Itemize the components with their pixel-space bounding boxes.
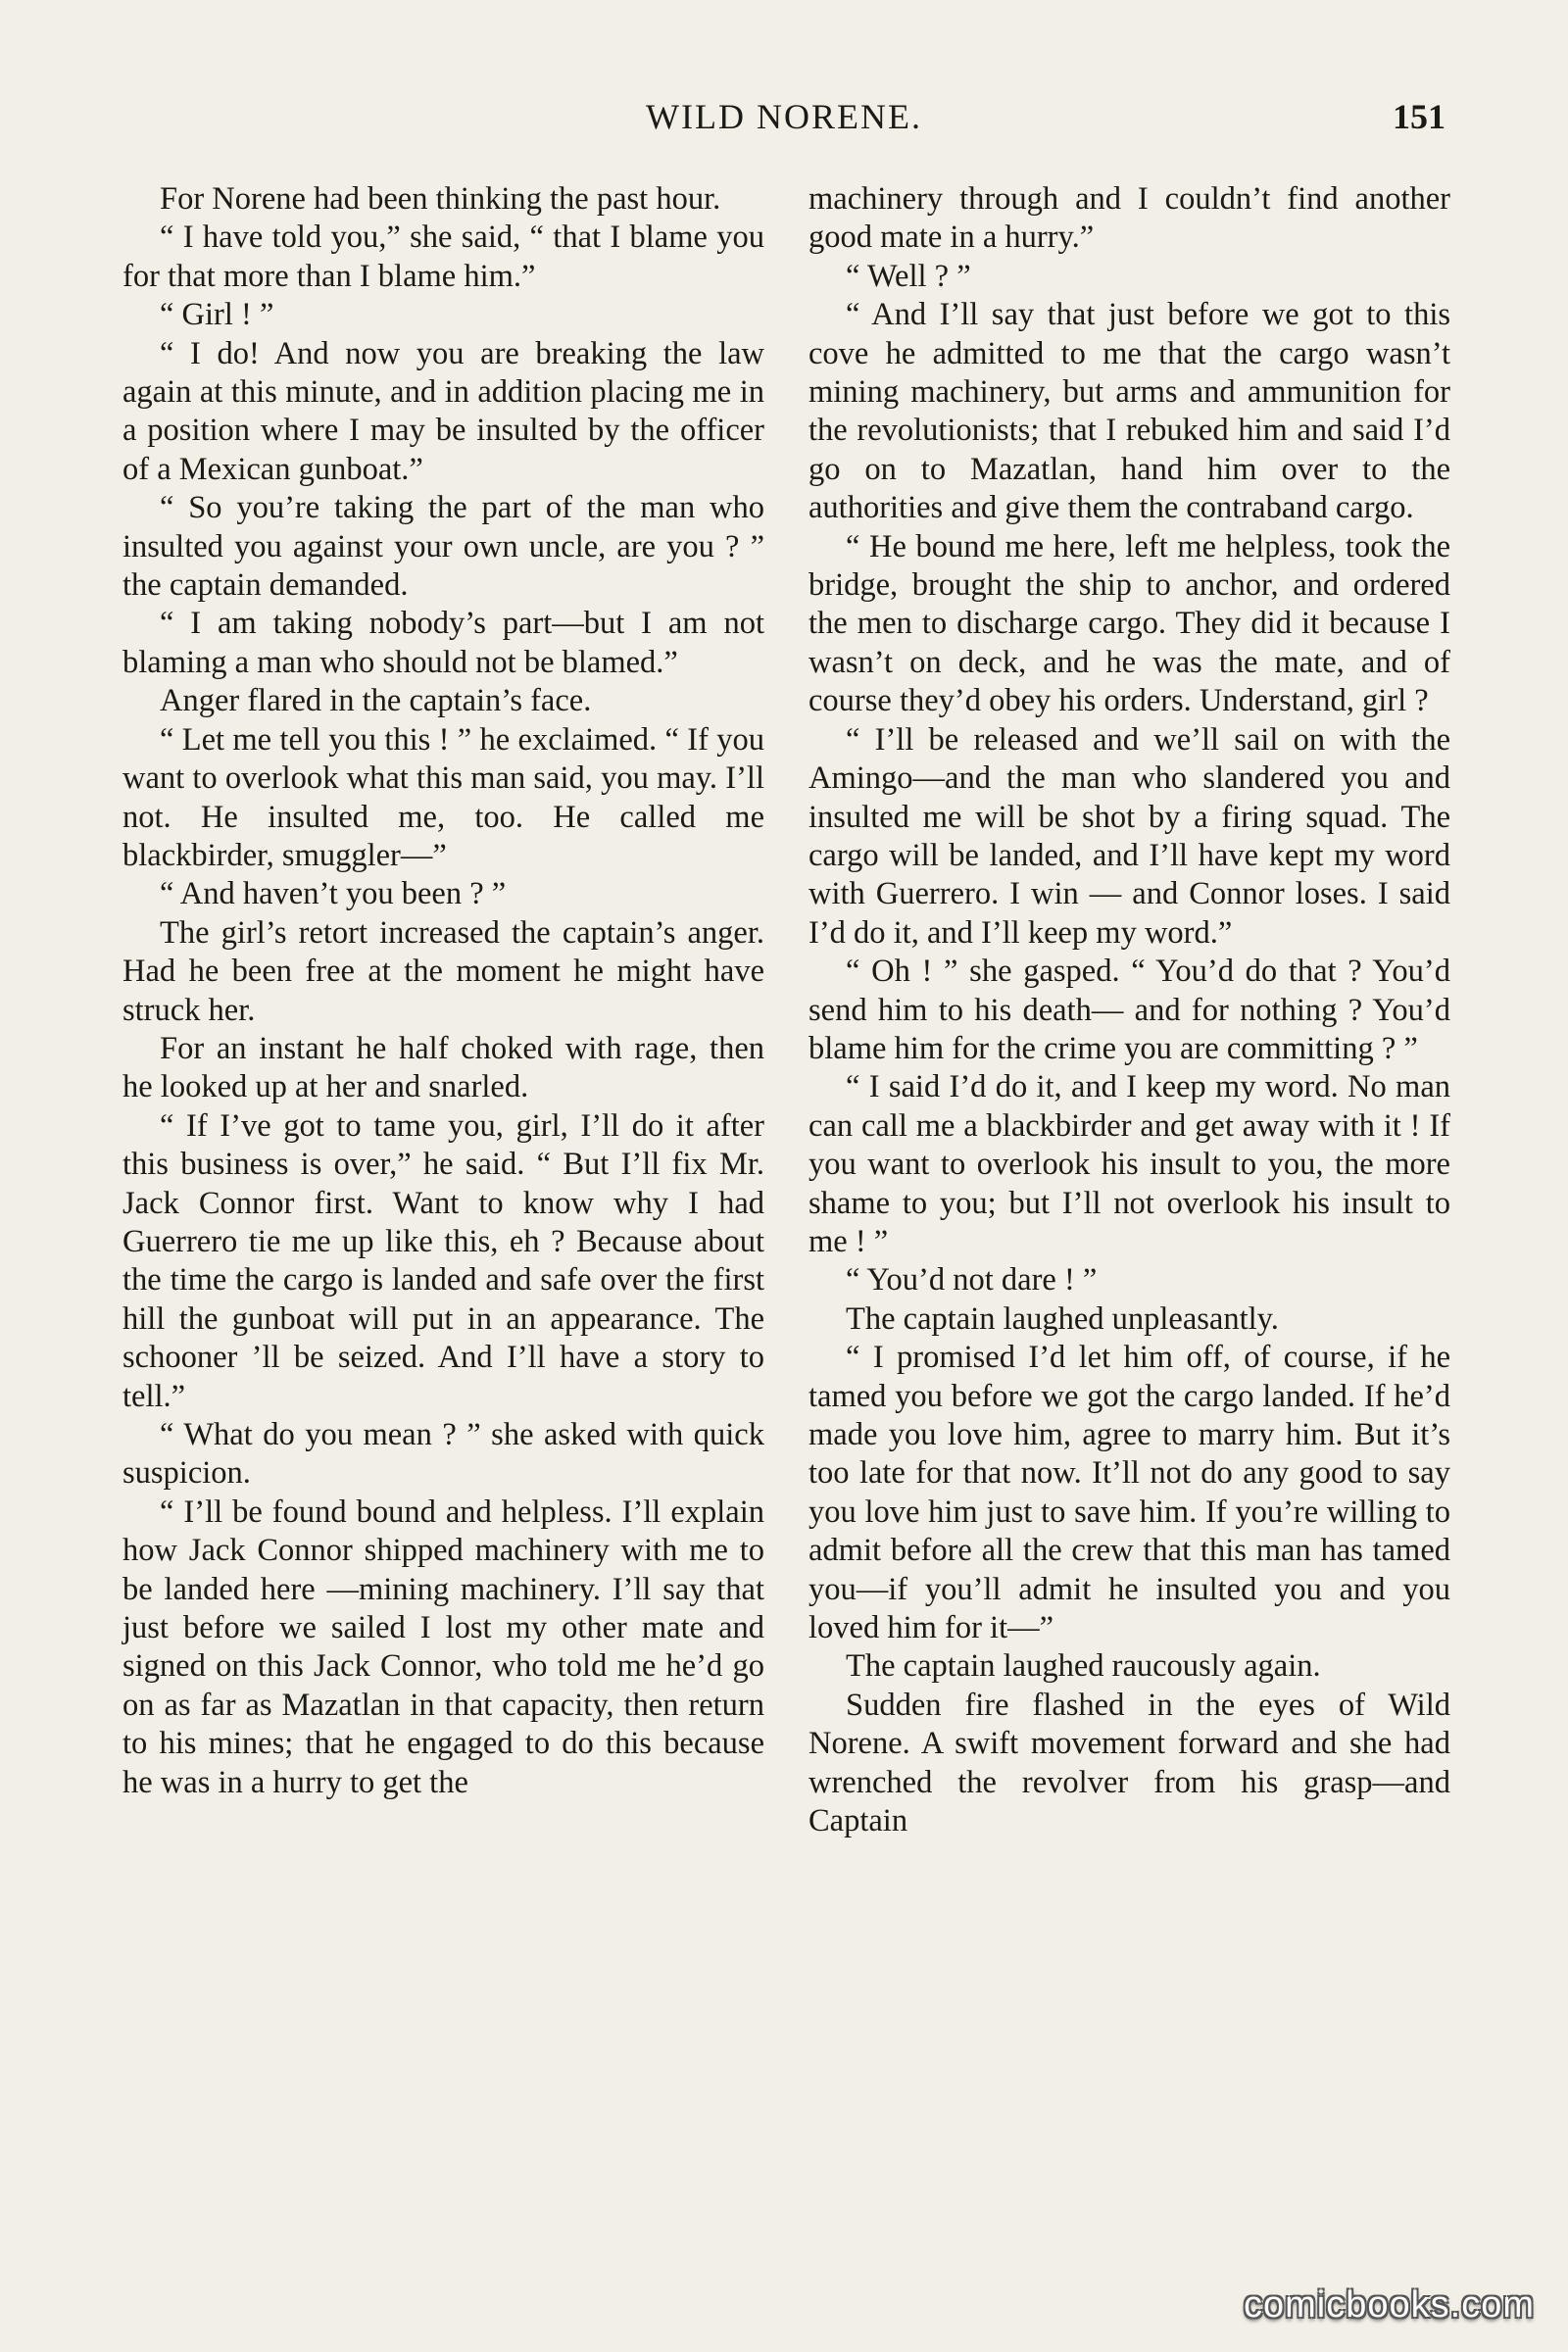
paragraph: “ Let me tell you this ! ” he exclaimed. “ If you want to overlook what this man said, you may. I’ll not. He insulted me, too. He called me blackbirder, smuggler—” <box>122 721 764 873</box>
paragraph: “ I’ll be found bound and helpless. I’ll explain how Jack Connor shipped machinery with me to be landed here —mining machinery. I’ll say that just before we sailed I lost my other mate and signed on this Jack Connor, who told me he’d go on as far as Mazatlan in that capacity, then return to his mines; that he engaged to do this because he was in a hurry to get the <box>122 1494 764 1800</box>
paragraph: “ I promised I’d let him off, of course, if he tamed you before we got the cargo landed. If he’d made you love him, agree to marry him. But it’s too late for that now. It’ll not do any good to say you love him just to save him. If you’re willing to admit before all the crew that this man has tamed you—if you’ll admit he insulted you and you loved him for it—” <box>808 1340 1450 1646</box>
paragraph: “ And I’ll say that just before we got to this cove he admitted to me that the cargo wasn’t mining machinery, but arms and ammunition for the revolutionists; that I rebuked him and said I’d go on to Mazatlan, hand him over to the authorities and give them the contraband cargo. <box>808 297 1450 526</box>
page-header <box>122 96 1446 145</box>
paragraph: Sudden fire flashed in the eyes of Wild Norene. A swift movement forward and she had wrenched the revolver from his grasp—and Captain <box>808 1687 1450 1839</box>
paragraph: For an instant he half choked with rage, then he looked up at her and snarled. <box>122 1030 764 1105</box>
paragraph: “ If I’ve got to tame you, girl, I’ll do it after this business is over,” he said. “ But I’ll fix Mr. Jack Connor first. Want to know why I had Guerrero tie me up like this, eh ? Because about the time the cargo is landed and safe over the first hill the gunboat will put in an appearance. The schooner ’ll be seized. And I’ll have a story to tell.” <box>122 1107 764 1414</box>
paragraph: “ I am taking nobody’s part—but I am not blaming a man who should not be blamed.” <box>122 606 764 680</box>
paragraph: “ So you’re taking the part of the man who insulted you against your own uncle, are you ? ” the captain demanded. <box>122 490 764 604</box>
paragraph: “ What do you mean ? ” she asked with quick suspicion. <box>122 1417 764 1492</box>
paragraph: “ Oh ! ” she gasped. “ You’d do that ? You’d send him to his death— and for nothing ? You’d blame him for the crime you are committing ? ” <box>808 954 1450 1066</box>
paragraph: “ I have told you,” she said, “ that I blame you for that more than I blame him.” <box>122 220 764 294</box>
paragraph: “ I do! And now you are breaking the law again at this minute, and in addition placing me in a position where I may be insulted by the officer of a Mexican gunboat.” <box>122 335 764 487</box>
watermark-logo: comicbooks.com <box>1244 2284 1535 2326</box>
paragraph: The captain laughed unpleasantly. <box>846 1300 1279 1337</box>
paragraph: For Norene had been thinking the past hour. <box>160 181 721 217</box>
running-title: WILD NORENE. <box>646 97 922 136</box>
paragraph: “ Well ? ” <box>846 258 971 294</box>
paragraph: “ He bound me here, left me helpless, took the bridge, brought the ship to anchor, and ordered the men to discharge cargo. They did it because I wasn’t on deck, and he was the mate, and of course they’d obey his orders. Understand, girl ? <box>808 528 1450 719</box>
paragraph: “ I said I’d do it, and I keep my word. No man can call me a blackbirder and get away with it ! If you want to overlook his insult to you, the more shame to you; but I’ll not overlook his insult to me ! ” <box>808 1069 1450 1259</box>
paragraph: The girl’s retort increased the captain’s anger. Had he been free at the moment he might have struck her. <box>122 914 764 1028</box>
paragraph: The captain laughed raucously again. <box>846 1648 1321 1685</box>
paragraph: machinery through and I couldn’t find another good mate in a hurry.” <box>808 181 1450 256</box>
paragraph: “ You’d not dare ! ” <box>846 1262 1098 1298</box>
paragraph: “ And haven’t you been ? ” <box>160 876 507 912</box>
left-column <box>122 180 764 2238</box>
paragraph: Anger flared in the captain’s face. <box>160 683 592 719</box>
page-number: 151 <box>1393 97 1446 136</box>
paragraph: “ Girl ! ” <box>160 297 274 333</box>
text-columns <box>122 180 1450 2238</box>
right-column <box>808 180 1450 2238</box>
paragraph: “ I’ll be released and we’ll sail on with the Amingo—and the man who slandered you and insulted me will be shot by a firing squad. The cargo will be landed, and I’ll have kept my word with Guerrero. I win — and Connor loses. I said I’d do it, and I’ll keep my word.” <box>808 721 1450 951</box>
